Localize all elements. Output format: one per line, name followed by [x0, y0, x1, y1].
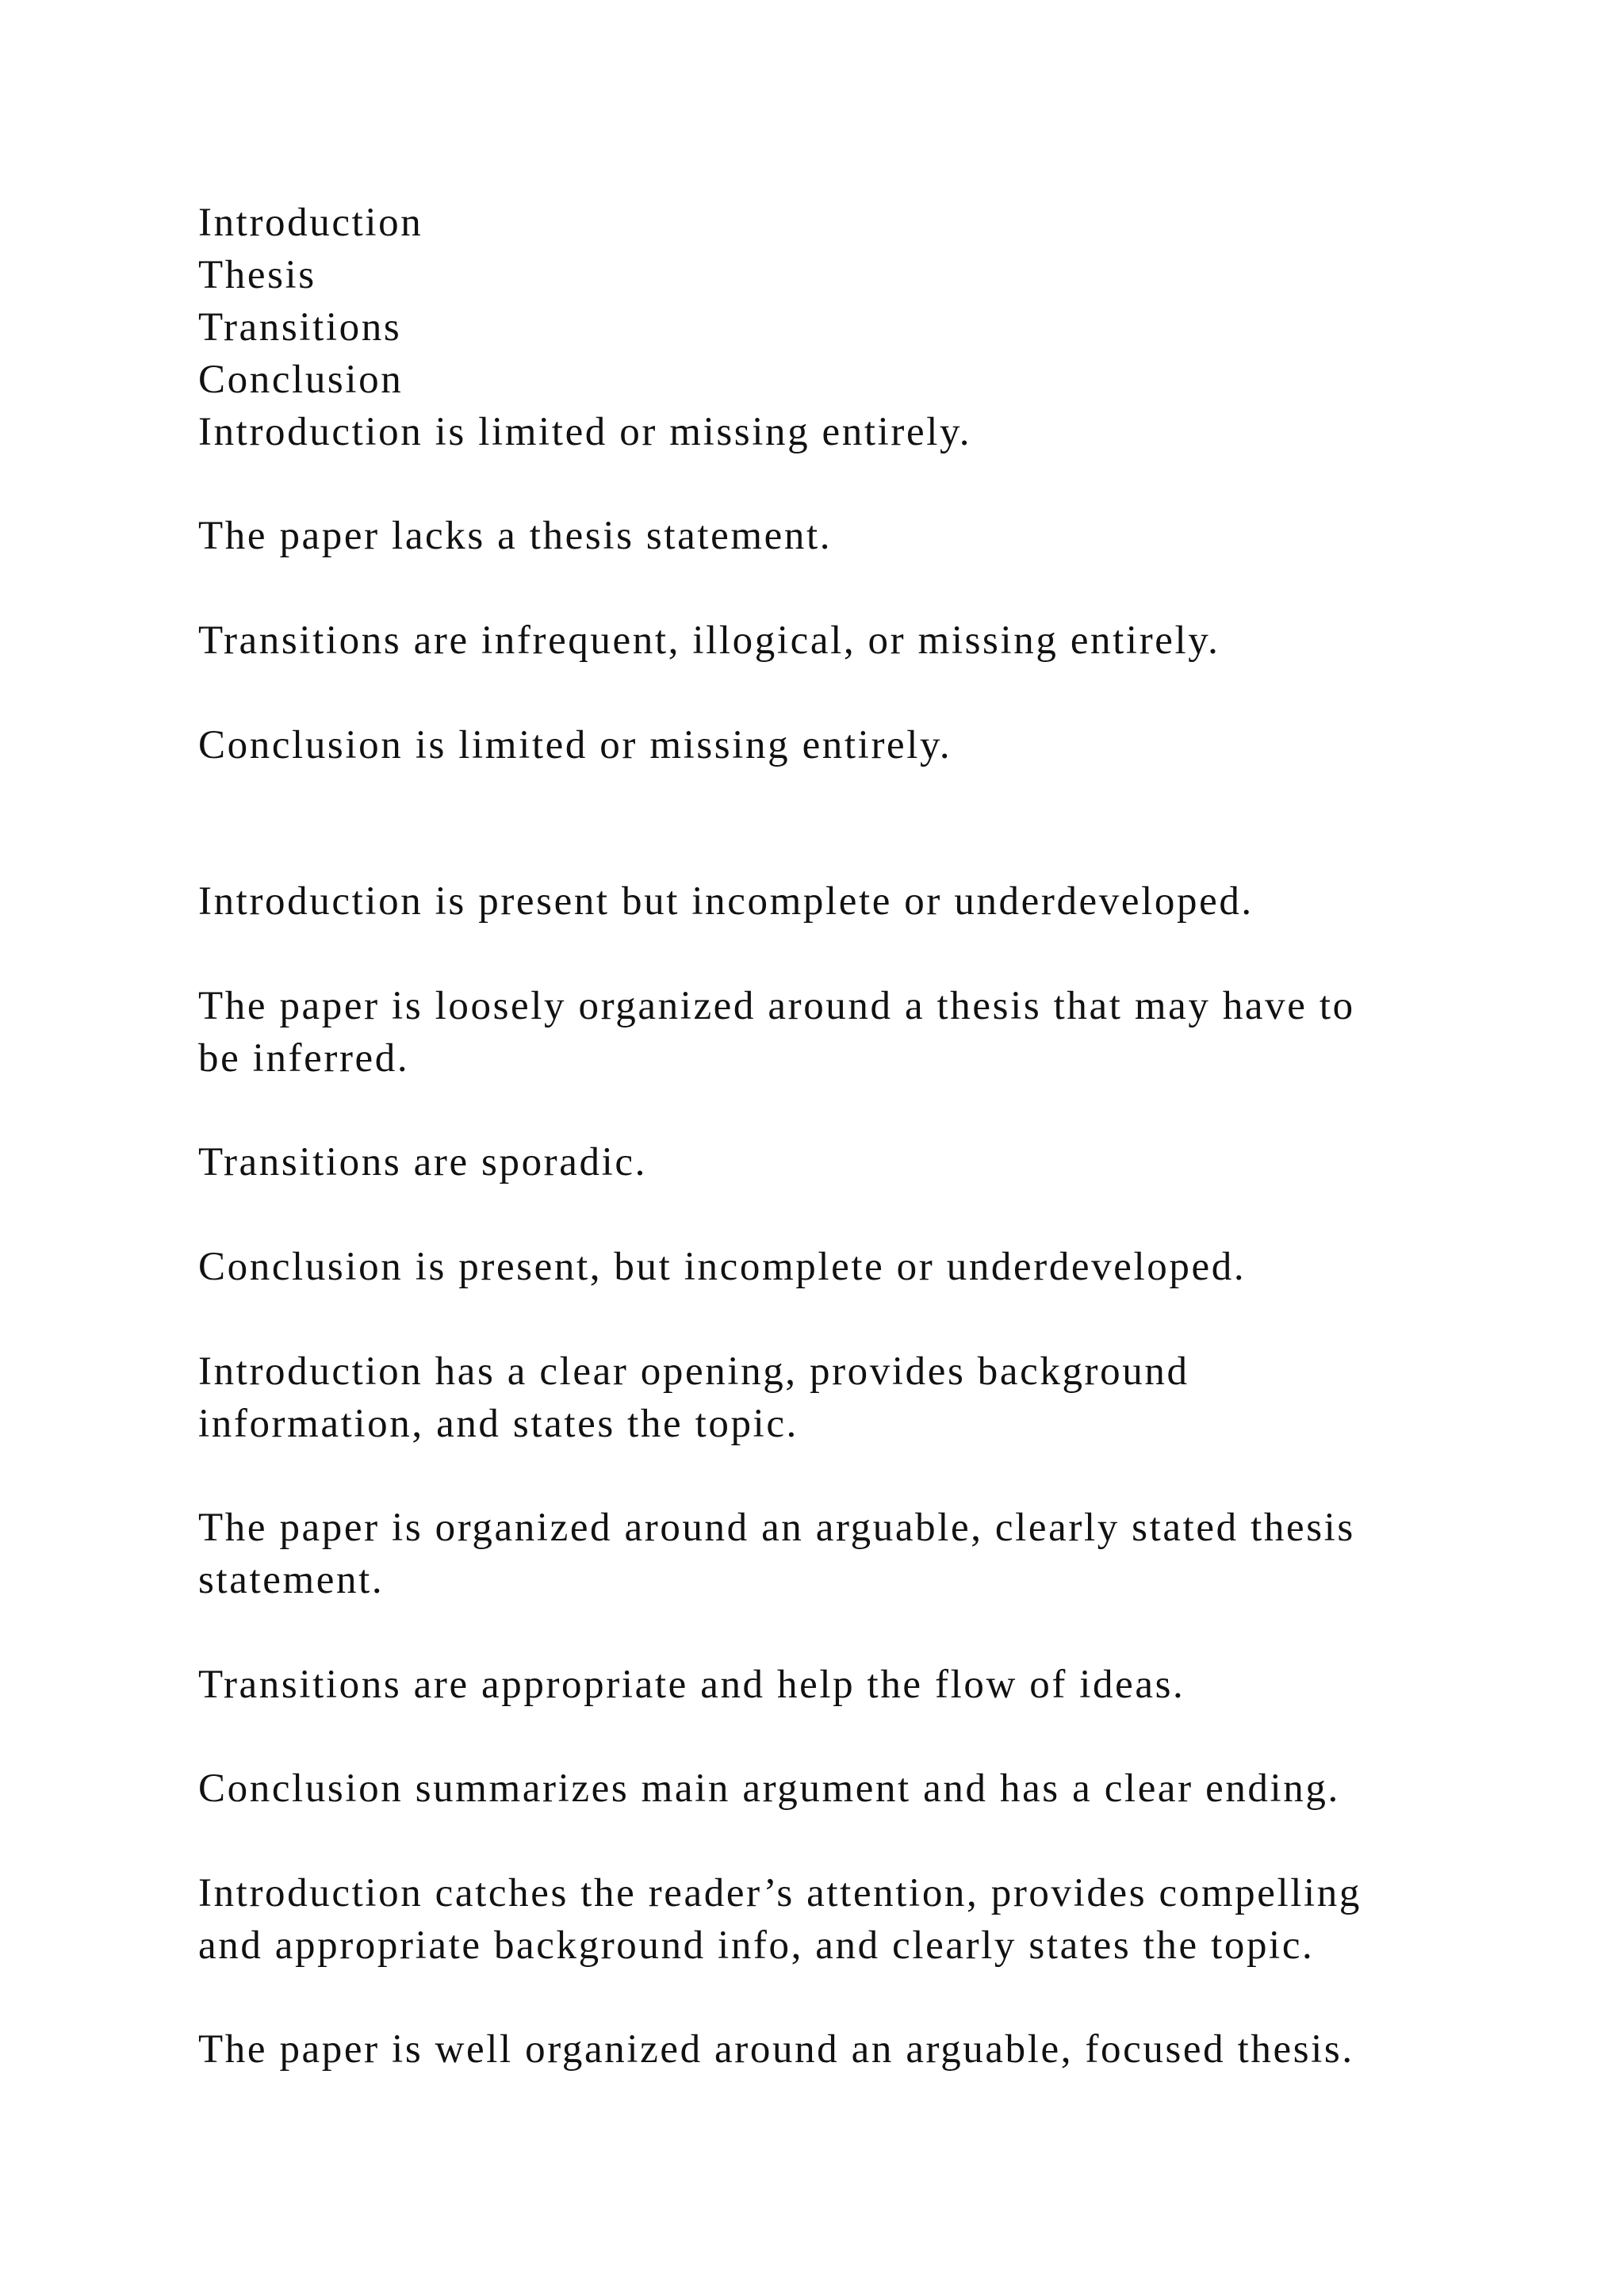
- text-line: Introduction is present but incomplete or underdeveloped.: [198, 879, 1254, 924]
- text-line: Conclusion is present, but incomplete or underdeveloped.: [198, 1245, 1247, 1289]
- text-line: information, and states the topic.: [198, 1402, 799, 1446]
- text-line: The paper is organized around an arguable, clearly stated thesis: [198, 1506, 1355, 1550]
- text-line: statement.: [198, 1558, 385, 1602]
- heading-transitions: Transitions: [198, 305, 402, 350]
- text-line: The paper is well organized around an arguable, focused thesis.: [198, 2027, 1354, 2072]
- text-line: Conclusion summarizes main argument and has a clear ending.: [198, 1766, 1340, 1811]
- text-line: Conclusion is limited or missing entirely.: [198, 723, 952, 767]
- heading-thesis: Thesis: [198, 253, 316, 297]
- text-line: and appropriate background info, and clearly states the topic.: [198, 1923, 1315, 1968]
- heading-introduction: Introduction: [198, 201, 423, 245]
- text-line: The paper lacks a thesis statement.: [198, 514, 833, 558]
- text-line: Transitions are appropriate and help the flow of ideas.: [198, 1663, 1185, 1707]
- heading-conclusion: Conclusion: [198, 358, 404, 402]
- text-line: Transitions are sporadic.: [198, 1140, 647, 1184]
- text-line: Transitions are infrequent, illogical, or missing entirely.: [198, 618, 1220, 663]
- text-line: be inferred.: [198, 1036, 410, 1081]
- text-line: Introduction catches the reader’s attention, provides compelling: [198, 1871, 1362, 1915]
- text-line: Introduction is limited or missing entirely.: [198, 410, 972, 454]
- text-line: Introduction has a clear opening, provides background: [198, 1349, 1189, 1394]
- text-line: The paper is loosely organized around a thesis that may have to: [198, 984, 1355, 1028]
